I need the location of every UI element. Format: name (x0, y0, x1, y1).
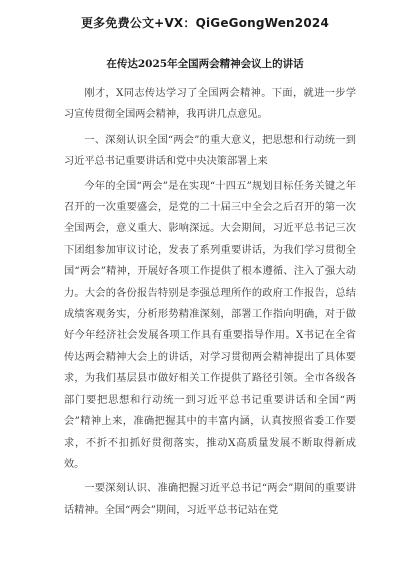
section-heading: 一、深刻认识全国“两会”的重大意义，把思想和行动统一到习近平总书记重要讲话和党中央决策部署上来 (64, 134, 356, 168)
body-paragraph: 今年的全国“两会”是在实现“十四五”规划目标任务关键之年召开的一次重要盛会，是党的二十届三中全会之后召开的第一次全国两会，意义重大、影响深远。大会期间，习近平总书记三次下团组参加审议讨论，发表了系列重要讲话，为我们学习贯彻全国“两会”精神，开展好各项工作提供了根本遵循、注入了强大动力。大会的各份报告特别是李强总理所作的政府工作报告，总结成绩客观务实，分析形势精准深刻，部署工作指向明确，对于做好今年经济社会发展各项工作具有重要指导作用。X书记在全省传达两会精神大会上的讲话，对学习贯彻两会精神提出了具体要求，为我们基层县市做好相关工作提供了路径引领。全市各级各部门要把思想和行动统一到习近平总书记重要讲话和全国“两会”精神上来，准确把握其中的丰富内涵，认真按照省委工作要求，不折不扣抓好贯彻落实，推动X高质量发展不断取得新成效。 (64, 180, 356, 470)
document-body (64, 83, 356, 524)
document-title: 在传达2025年全国两会精神会议上的讲话 (106, 58, 304, 70)
intro-paragraph: 刚才，X同志传达学习了全国两会精神。下面，就进一步学习宣传贯彻全国两会精神，我再讲几点意见。 (64, 88, 356, 121)
promo-header: 更多免费公文+VX：QiGeGongWen2024 (80, 16, 329, 30)
body-paragraph: 一要深刻认识、准确把握习近平总书记“两会”期间的重要讲话精神。全国“两会”期间，习近平总书记站在党 (64, 483, 356, 516)
